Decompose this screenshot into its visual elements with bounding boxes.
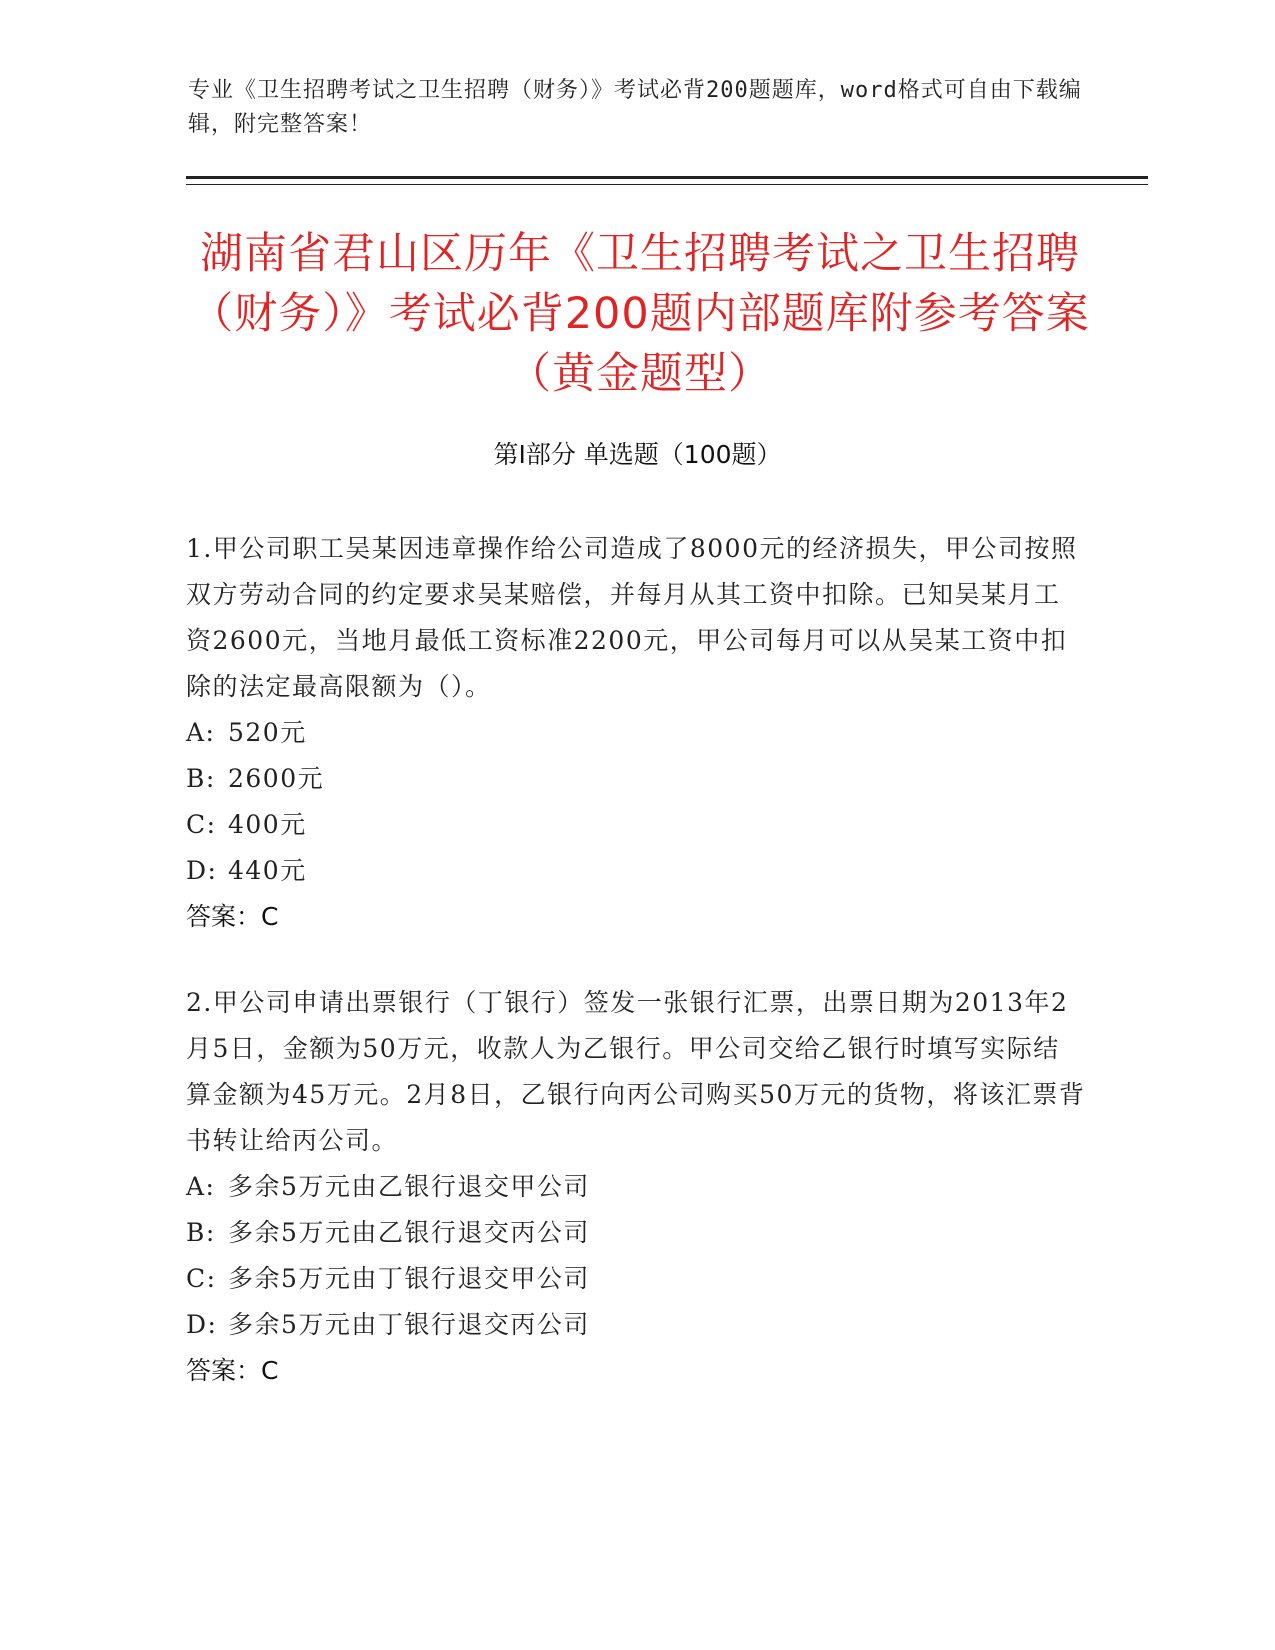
option-letter: C: <box>186 810 217 839</box>
option-b <box>186 1210 1086 1256</box>
document-title: 湖南省君山区历年《卫生招聘考试之卫生招聘（财务）》考试必背200题内部题库附参考答案（黄金题型） <box>190 229 1090 399</box>
option-text: 多余5万元由丁银行退交甲公司 <box>228 1264 590 1293</box>
option-text: 多余5万元由乙银行退交丙公司 <box>228 1218 590 1247</box>
option-b <box>186 756 1086 802</box>
option-text: 440元 <box>228 856 307 885</box>
answer: 答案：C <box>186 902 279 931</box>
option-letter: D: <box>186 856 218 885</box>
option-letter: B: <box>186 764 216 793</box>
question-stem: 2.甲公司申请出票银行（丁银行）签发一张银行汇票，出票日期为2013年2月5日，金额为50万元，收款人为乙银行。甲公司交给乙银行时填写实际结算金额为45万元。2月8日，乙银行向丙公司购买50万元的货物，将该汇票背书转让给丙公司。 <box>186 988 1086 1155</box>
option-a <box>186 710 1086 756</box>
option-d <box>186 1302 1086 1348</box>
option-c <box>186 802 1086 848</box>
header-note: 专业《卫生招聘考试之卫生招聘（财务）》考试必背200题题库，word格式可自由下载编辑，附完整答案！ <box>188 78 1082 137</box>
option-text: 2600元 <box>228 764 325 793</box>
option-letter: C: <box>186 1264 217 1293</box>
option-letter: A: <box>186 1172 216 1201</box>
answer: 答案：C <box>186 1356 279 1385</box>
header-divider-thin <box>186 184 1148 185</box>
option-text: 多余5万元由乙银行退交甲公司 <box>228 1172 590 1201</box>
option-text: 400元 <box>228 810 307 839</box>
option-letter: B: <box>186 1218 216 1247</box>
question-stem: 1.甲公司职工吴某因违章操作给公司造成了8000元的经济损失，甲公司按照双方劳动合同的约定要求吴某赔偿，并每月从其工资中扣除。已知吴某月工资2600元，当地月最低工资标准2200元，甲公司每月可以从吴某工资中扣除的法定最高限额为（）。 <box>186 534 1078 701</box>
option-letter: D: <box>186 1310 218 1339</box>
option-c <box>186 1256 1086 1302</box>
option-a <box>186 1164 1086 1210</box>
header-divider-thick <box>186 176 1148 179</box>
option-letter: A: <box>186 718 216 747</box>
question-2 <box>186 980 1086 1394</box>
option-text: 520元 <box>228 718 307 747</box>
question-1 <box>186 526 1086 940</box>
option-d <box>186 848 1086 894</box>
option-text: 多余5万元由丁银行退交丙公司 <box>228 1310 590 1339</box>
section-title: 第I部分 单选题（100题） <box>493 440 782 469</box>
